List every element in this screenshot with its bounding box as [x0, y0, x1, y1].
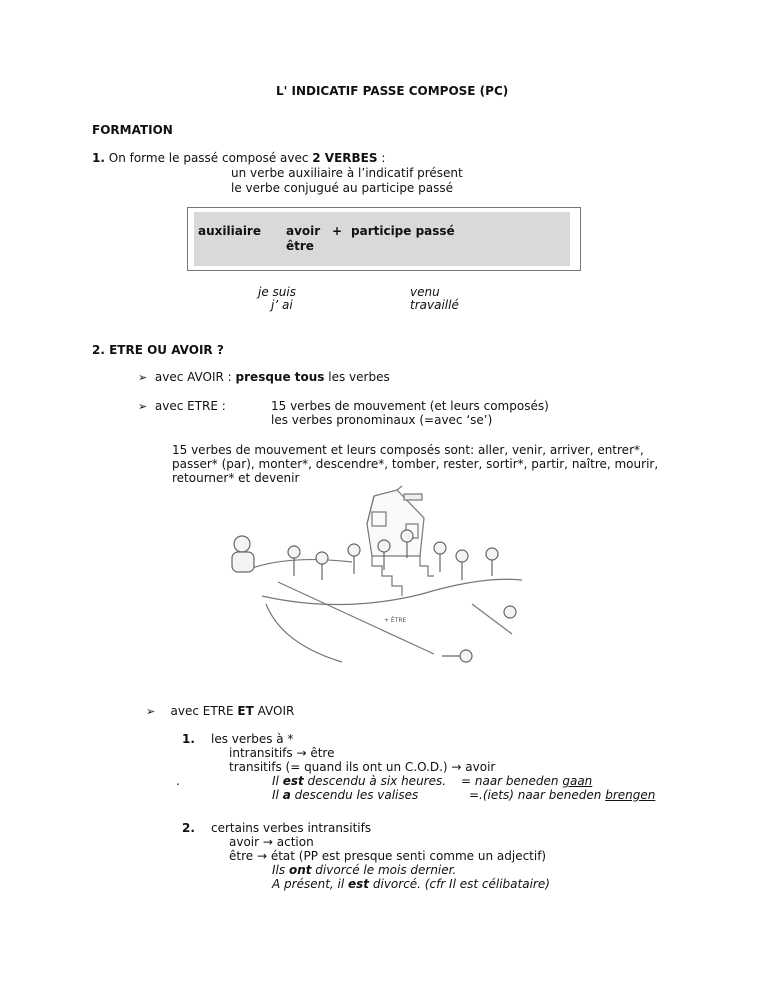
verbs-para-1: 15 verbes de mouvement et leurs composés sont: aller, venir, arriver, entrer*,: [172, 443, 644, 457]
house-of-etre-illustration: [222, 484, 532, 674]
bullet-etre-pre: avec ETRE :: [154, 399, 226, 413]
formation-sub-1: un verbe auxiliaire à l’indicatif présent: [231, 166, 463, 180]
item2-line1: avoir → action: [229, 835, 314, 849]
ex1-a: Il: [272, 774, 283, 788]
ex2-a: Il: [272, 788, 283, 802]
example-je-suis: je suis: [258, 285, 296, 299]
verbs-para-2: passer* (par), monter*, descendre*, tomber, rester, sortir*, partir, naître, mourir,: [172, 457, 659, 471]
bullet3-post: AVOIR: [253, 704, 295, 718]
example-venu: venu: [410, 285, 440, 299]
box-participe: participe passé: [351, 224, 455, 238]
item1-line1: intransitifs → être: [229, 746, 335, 760]
bullet-arrow-icon: ➢: [146, 705, 156, 718]
bullet-etre-b: les verbes pronominaux (=avec ‘se’): [271, 413, 493, 427]
example-travaille: travaillé: [410, 298, 459, 312]
page-title: L' INDICATIF PASSE COMPOSE (PC): [276, 84, 509, 98]
translation-brengen: [469, 788, 655, 803]
bullet3-bold: ET: [237, 704, 254, 718]
bullet-etre-et-avoir: [146, 704, 294, 719]
verbs-para-3: retourner* et devenir: [172, 471, 300, 485]
box-etre: être: [286, 239, 314, 253]
ex2-underline: brengen: [605, 788, 656, 802]
box-plus: +: [332, 224, 343, 238]
formation-heading: FORMATION: [92, 123, 173, 137]
bullet-avoir-bold: presque tous: [235, 370, 325, 384]
box-avoir: avoir: [286, 224, 321, 238]
bullet-arrow-icon: ➢: [138, 400, 148, 413]
item2-number: 2.: [182, 821, 195, 835]
section2-heading: 2. ETRE OU AVOIR ?: [92, 343, 224, 357]
formation-text-post: :: [377, 151, 386, 165]
translation-gaan: [461, 774, 592, 789]
bullet-etre-a: 15 verbes de mouvement (et leurs composés): [271, 399, 549, 413]
bullet-etre: [138, 399, 226, 414]
ex4-a: A présent, il: [272, 877, 349, 891]
bullet3-pre: avec ETRE: [170, 704, 238, 718]
ex1-eq: = naar beneden: [461, 774, 563, 788]
item2-line2: être → état (PP est presque senti comme un adjectif): [229, 849, 547, 863]
formation-number: 1.: [92, 151, 105, 165]
auxiliary-box-shading: [194, 212, 570, 266]
item1-line2: transitifs (= quand ils ont un C.O.D.) → avoir: [229, 760, 496, 774]
ex1-underline: gaan: [562, 774, 593, 788]
formation-text-pre: On forme le passé composé avec: [108, 151, 313, 165]
ex3-a: Ils: [272, 863, 289, 877]
illustration-label: + ÊTRE: [384, 617, 407, 624]
ex2-c: descendu les valises: [290, 788, 419, 802]
ex4-c: divorcé. (cfr Il est célibataire): [369, 877, 550, 891]
ex1-b: est: [282, 774, 304, 788]
example-ont-divorce: [272, 863, 456, 878]
ex3-c: divorcé le mois dernier.: [311, 863, 457, 877]
ex2-b: a: [282, 788, 291, 802]
example-est-descendu: [272, 774, 446, 789]
bullet-avoir: [138, 370, 390, 385]
bullet-avoir-post: les verbes: [324, 370, 390, 384]
bullet-avoir-pre: avec AVOIR :: [154, 370, 236, 384]
example-est-divorce: [272, 877, 550, 892]
example-j-ai: j’ ai: [271, 298, 293, 312]
ex4-b: est: [348, 877, 370, 891]
ex3-b: ont: [288, 863, 312, 877]
stray-dot: .: [176, 774, 180, 788]
ex1-c: descendu à six heures.: [303, 774, 447, 788]
ex2-eq: =.(iets) naar beneden: [469, 788, 606, 802]
formation-text-bold: 2 VERBES: [312, 151, 378, 165]
bullet-arrow-icon: ➢: [138, 371, 148, 384]
item2-title: certains verbes intransitifs: [211, 821, 372, 835]
item1-number: 1.: [182, 732, 195, 746]
item1-title: les verbes à *: [211, 732, 294, 746]
formation-line: [92, 151, 385, 166]
formation-sub-2: le verbe conjugué au participe passé: [231, 181, 453, 195]
example-a-descendu: [272, 788, 418, 803]
auxiliary-box: [187, 207, 581, 271]
box-auxiliaire: auxiliaire: [198, 224, 261, 238]
